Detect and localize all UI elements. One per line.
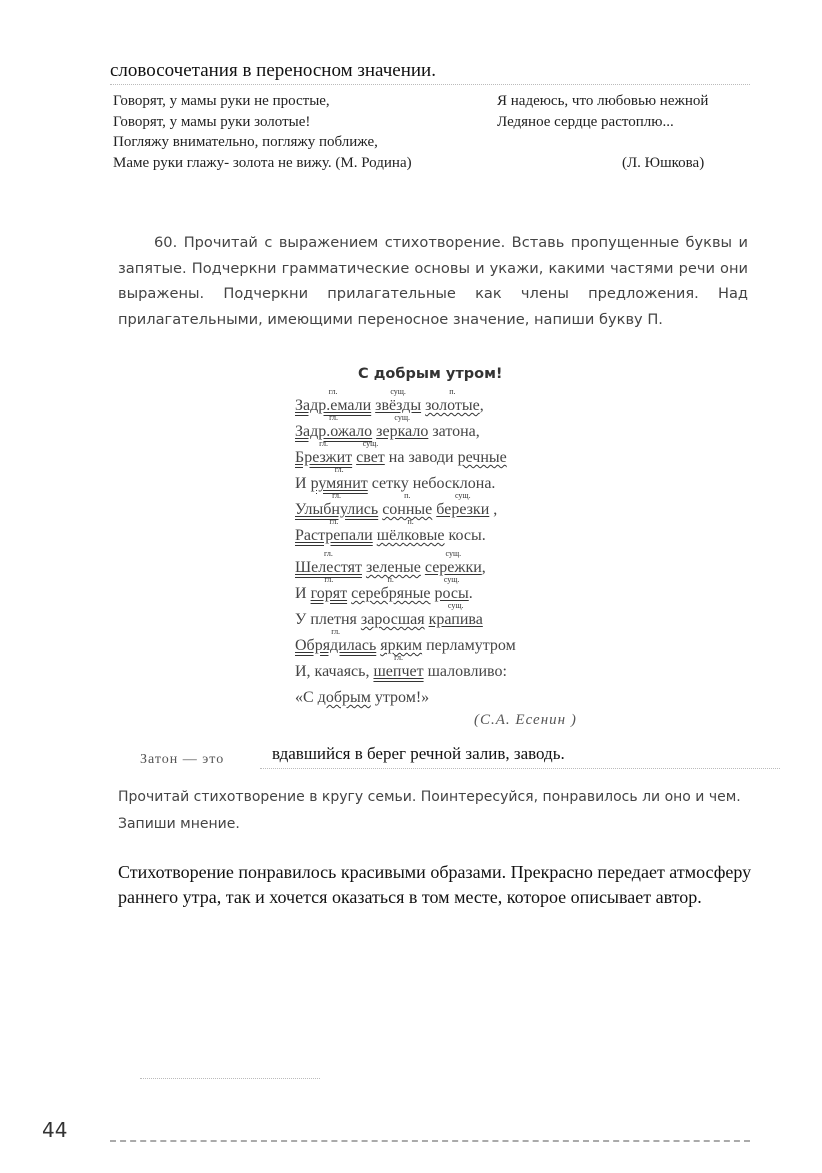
quote-line: Говорят, у мамы руки не простые,	[113, 93, 330, 109]
poem-text: И, качаясь,	[295, 663, 374, 680]
poem-line	[295, 492, 516, 518]
adjective-word: шёлковые п.	[376, 517, 445, 544]
poem-line	[295, 388, 516, 414]
quote-line: Я надеюсь, что любовью нежной	[497, 93, 709, 109]
poem-line	[295, 680, 516, 706]
poem-line	[295, 654, 516, 680]
part-of-speech-label: сущ.	[454, 491, 471, 500]
part-of-speech-label: гл.	[329, 413, 338, 422]
part-of-speech-label: сущ.	[443, 575, 460, 584]
part-of-speech-label: гл.	[331, 627, 341, 636]
quote-yushkova	[497, 91, 708, 173]
poem-line	[295, 440, 516, 466]
adjective-word: золотые п.	[425, 387, 480, 414]
poem-line	[295, 576, 516, 602]
quote-line: Ледяное сердце растоплю...	[497, 113, 674, 130]
subject-word: крапива сущ.	[428, 601, 483, 628]
family-task-instructions: Прочитай стихотворение в кругу семьи. Поинтересуйся, понравилось ли оно и чем. Запиши мнение.	[118, 789, 741, 832]
poem-line	[295, 466, 516, 492]
subject-word: звёзды сущ.	[375, 387, 422, 414]
predicate-word: Шелестят гл.	[295, 549, 362, 576]
subject-word: зеркало сущ.	[376, 413, 429, 440]
poem-text: «С	[295, 689, 318, 706]
poem-text: перламутром	[422, 637, 516, 654]
poem-line	[295, 602, 516, 628]
part-of-speech-label: сущ.	[390, 387, 406, 396]
part-of-speech-label: гл.	[319, 439, 328, 448]
poem-line	[295, 550, 516, 576]
part-of-speech-label: сущ.	[447, 601, 464, 610]
poem-line	[295, 518, 516, 544]
poem-title: С добрым утром!	[358, 366, 503, 382]
poem-line	[295, 414, 516, 440]
writing-line	[110, 1140, 750, 1142]
poem-line	[295, 628, 516, 654]
predicate-word: Улыбнулись гл.	[295, 491, 379, 518]
adjective-word: речные	[457, 449, 507, 466]
answer-text: Стихотворение понравилось красивыми образами. Прекрасно передает атмосферу раннего утра, так и хочется оказаться в том месте, которое описывает автор.	[118, 862, 752, 907]
part-of-speech-label: гл.	[324, 549, 333, 558]
exercise-number: 60.	[154, 234, 178, 251]
subject-word: росы сущ.	[434, 575, 469, 602]
part-of-speech-label: п.	[387, 575, 394, 584]
adjective-word: заросшая	[360, 611, 425, 628]
predicate-word: Задр.емали гл.	[295, 387, 372, 414]
adjective-word: серебряные п.	[351, 575, 431, 602]
zaton-label: Затон — это	[140, 752, 225, 767]
poem-text: на заводи	[384, 449, 458, 466]
predicate-word: шепчет гл.	[373, 653, 424, 680]
part-of-speech-label: гл.	[329, 517, 339, 526]
zaton-definition: вдавшийся в берег речной залив, заводь.	[272, 744, 565, 763]
predicate-word: Задр.ожало гл.	[295, 413, 373, 440]
exercise-text: Прочитай с выражением стихотворение. Вставь пропущенные буквы и запятые. Подчеркни грамматические основы и укажи, какими частями речи они выражены. Подчеркни прилагательные как члены предложения. Над прилагательными, имеющими переносное значение, напиши букву П.	[118, 234, 749, 328]
exercise-60-instructions	[118, 230, 748, 332]
poem-text: косы.	[444, 527, 486, 544]
part-of-speech-label: п.	[404, 491, 411, 500]
section-heading: словосочетания в переносном значении.	[110, 60, 436, 81]
part-of-speech-label: п.	[407, 517, 414, 526]
part-of-speech-label: гл.	[328, 387, 338, 396]
predicate-word: Обрядилась гл.	[295, 627, 377, 654]
poem-text: ,	[489, 501, 498, 518]
poem-text: ,	[479, 397, 484, 414]
part-of-speech-label: сущ.	[362, 439, 379, 448]
subject-word: свет сущ.	[356, 439, 385, 466]
quote-author: (Л. Юшкова)	[622, 154, 705, 171]
subject-word: сережки сущ.	[424, 549, 482, 576]
part-of-speech-label: сущ.	[394, 413, 411, 422]
quote-line: Маме руки глажу- золота не вижу. (М. Родина)	[113, 154, 412, 171]
predicate-word: румянит гл.	[310, 465, 368, 492]
adjective-word: ярким	[380, 637, 423, 654]
writing-line	[140, 1078, 320, 1079]
poem-text: И	[295, 585, 311, 602]
poem-text: ,	[481, 559, 486, 576]
writing-line	[260, 768, 780, 769]
adjective-word: добрым	[317, 689, 371, 706]
predicate-word: горят гл.	[310, 575, 348, 602]
part-of-speech-label: гл.	[334, 465, 344, 474]
poem-text: У плетня	[295, 611, 361, 628]
poem-text: шаловливо:	[423, 663, 507, 680]
predicate-word: Растрепали гл.	[295, 517, 373, 544]
subject-word: березки сущ.	[436, 491, 490, 518]
poem-text: утром!»	[370, 689, 430, 706]
part-of-speech-label: гл.	[394, 653, 403, 662]
part-of-speech-label: гл.	[324, 575, 334, 584]
page-number: 44	[42, 1118, 68, 1142]
part-of-speech-label: гл.	[332, 491, 342, 500]
poem-text: И	[295, 475, 311, 492]
quote-rodina	[113, 91, 412, 173]
poem-body	[295, 388, 516, 706]
adjective-word: сонные п.	[382, 491, 433, 518]
writing-line	[110, 84, 750, 85]
part-of-speech-label: сущ.	[445, 549, 462, 558]
poem-text: затона,	[428, 423, 480, 440]
poem-text: сетку небосклона.	[367, 475, 496, 492]
predicate-word: Брезжит гл.	[295, 439, 353, 466]
poem-text: .	[468, 585, 473, 602]
quote-line: Погляжу внимательно, погляжу поближе,	[113, 134, 378, 150]
poem-author: (С.А. Есенин )	[474, 712, 577, 728]
quote-line: Говорят, у мамы руки золотые!	[113, 113, 311, 130]
adjective-word: зеленые	[365, 559, 421, 576]
part-of-speech-label: п.	[449, 387, 456, 396]
